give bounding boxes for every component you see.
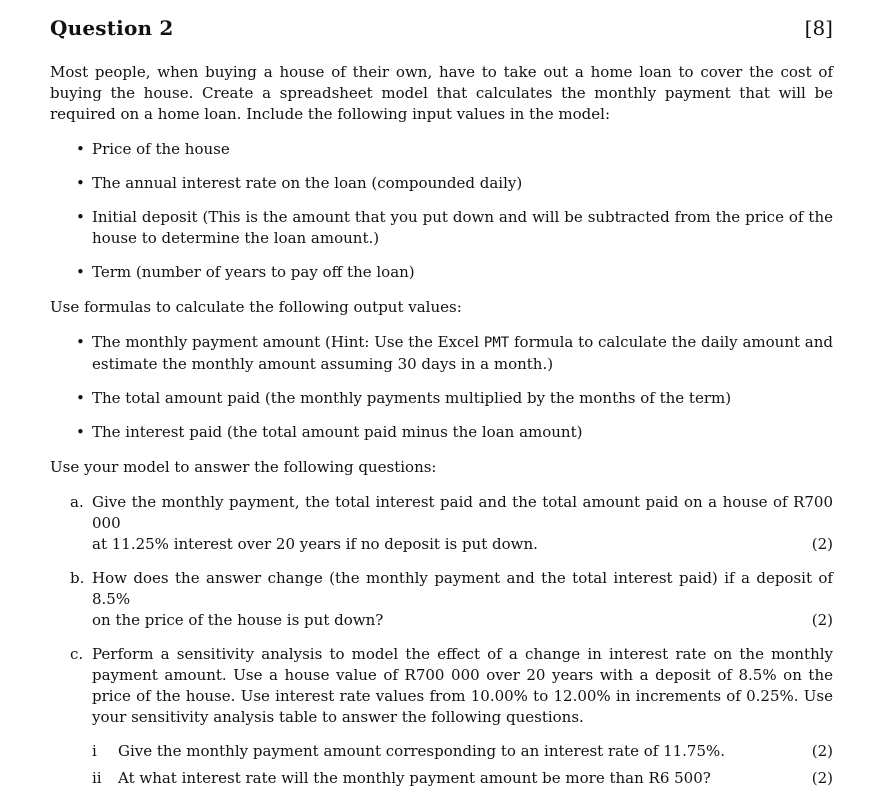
question-b-line2: on the price of the house is put down? (92, 611, 384, 629)
list-item (50, 492, 833, 555)
input-item-text: Term (number of years to pay off the loan) (92, 263, 415, 281)
questions-intro: Use your model to answer the following questions: (50, 458, 437, 476)
question-page (50, 18, 833, 795)
subquestion-number: ii (92, 769, 102, 787)
bullet-icon: • (76, 140, 85, 158)
list-item (50, 644, 833, 789)
subquestions-list (92, 741, 833, 789)
list-item (92, 741, 833, 762)
question-a-line1: Give the monthly payment, the total interest paid and the total amount paid on a house of R700 000 (92, 493, 833, 532)
outputs-intro: Use formulas to calculate the following output values: (50, 298, 462, 316)
subquestion-text: Give the monthly payment amount corresponding to an interest rate of 11.75%. (118, 742, 726, 760)
question-b-marks: (2) (811, 611, 833, 629)
question-letter: b. (70, 569, 85, 587)
intro-paragraph: Most people, when buying a house of their own, have to take out a home loan to cover the cost of buying the house. Create a spreadsheet model that calculates the monthly payment that will be required on a home loan. Include the following input values in the model: (50, 63, 833, 123)
output-values-list (50, 332, 833, 443)
questions-list (50, 492, 833, 789)
subquestion-marks: (2) (811, 769, 833, 787)
question-b-line1: How does the answer change (the monthly payment and the total interest paid) if a deposit of 8.5% (92, 569, 833, 608)
question-a-marks: (2) (811, 535, 833, 553)
list-item (50, 422, 833, 443)
question-c-text: Perform a sensitivity analysis to model the effect of a change in interest rate on the monthly payment amount. Use a house value of R700 000 over 20 years with a deposit of 8.5% on the price of the house. Use interest rate values from 10.00% to 12.00% in increments of 0.25%. Use your sensitivity analysis table to answer the following questions. (92, 645, 833, 726)
list-item (50, 139, 833, 160)
bullet-icon: • (76, 174, 85, 192)
output-item-text: The interest paid (the total amount paid minus the loan amount) (92, 423, 583, 441)
list-item (92, 768, 833, 789)
subquestion-number: i (92, 742, 97, 760)
question-a-line2-row (92, 534, 833, 555)
bullet-icon: • (76, 208, 85, 226)
input-item-text: Price of the house (92, 140, 230, 158)
input-item-text: Initial deposit (This is the amount that you put down and will be subtracted from the price of the house to determine the loan amount.) (92, 208, 833, 247)
bullet-icon: • (76, 333, 85, 351)
question-a-line2: at 11.25% interest over 20 years if no deposit is put down. (92, 535, 538, 553)
bullet-icon: • (76, 263, 85, 281)
list-item (50, 262, 833, 283)
subquestion-text: At what interest rate will the monthly payment amount be more than R6 500? (118, 769, 711, 787)
output-item-text: The total amount paid (the monthly payments multiplied by the months of the term) (92, 389, 732, 407)
question-title: Question 2 (50, 16, 174, 40)
input-item-text: The annual interest rate on the loan (compounded daily) (92, 174, 523, 192)
output-item-text-pre: The monthly payment amount (Hint: Use the Excel (92, 333, 484, 351)
list-item (50, 332, 833, 375)
pmt-formula-code: PMT (483, 335, 510, 351)
list-item (50, 207, 833, 249)
subquestion-marks: (2) (811, 742, 833, 760)
bullet-icon: • (76, 389, 85, 407)
output-item-text-post: formula to calculate the daily amount and estimate the monthly amount assuming 30 days in a month.) (92, 333, 834, 373)
question-header (50, 18, 833, 48)
bullet-icon: • (76, 423, 85, 441)
list-item (50, 173, 833, 194)
question-total-marks: [8] (804, 16, 833, 40)
input-values-list (50, 139, 833, 283)
question-letter: a. (70, 493, 84, 511)
question-b-line2-row (92, 610, 833, 631)
list-item (50, 388, 833, 409)
question-letter: c. (70, 645, 84, 663)
list-item (50, 568, 833, 631)
